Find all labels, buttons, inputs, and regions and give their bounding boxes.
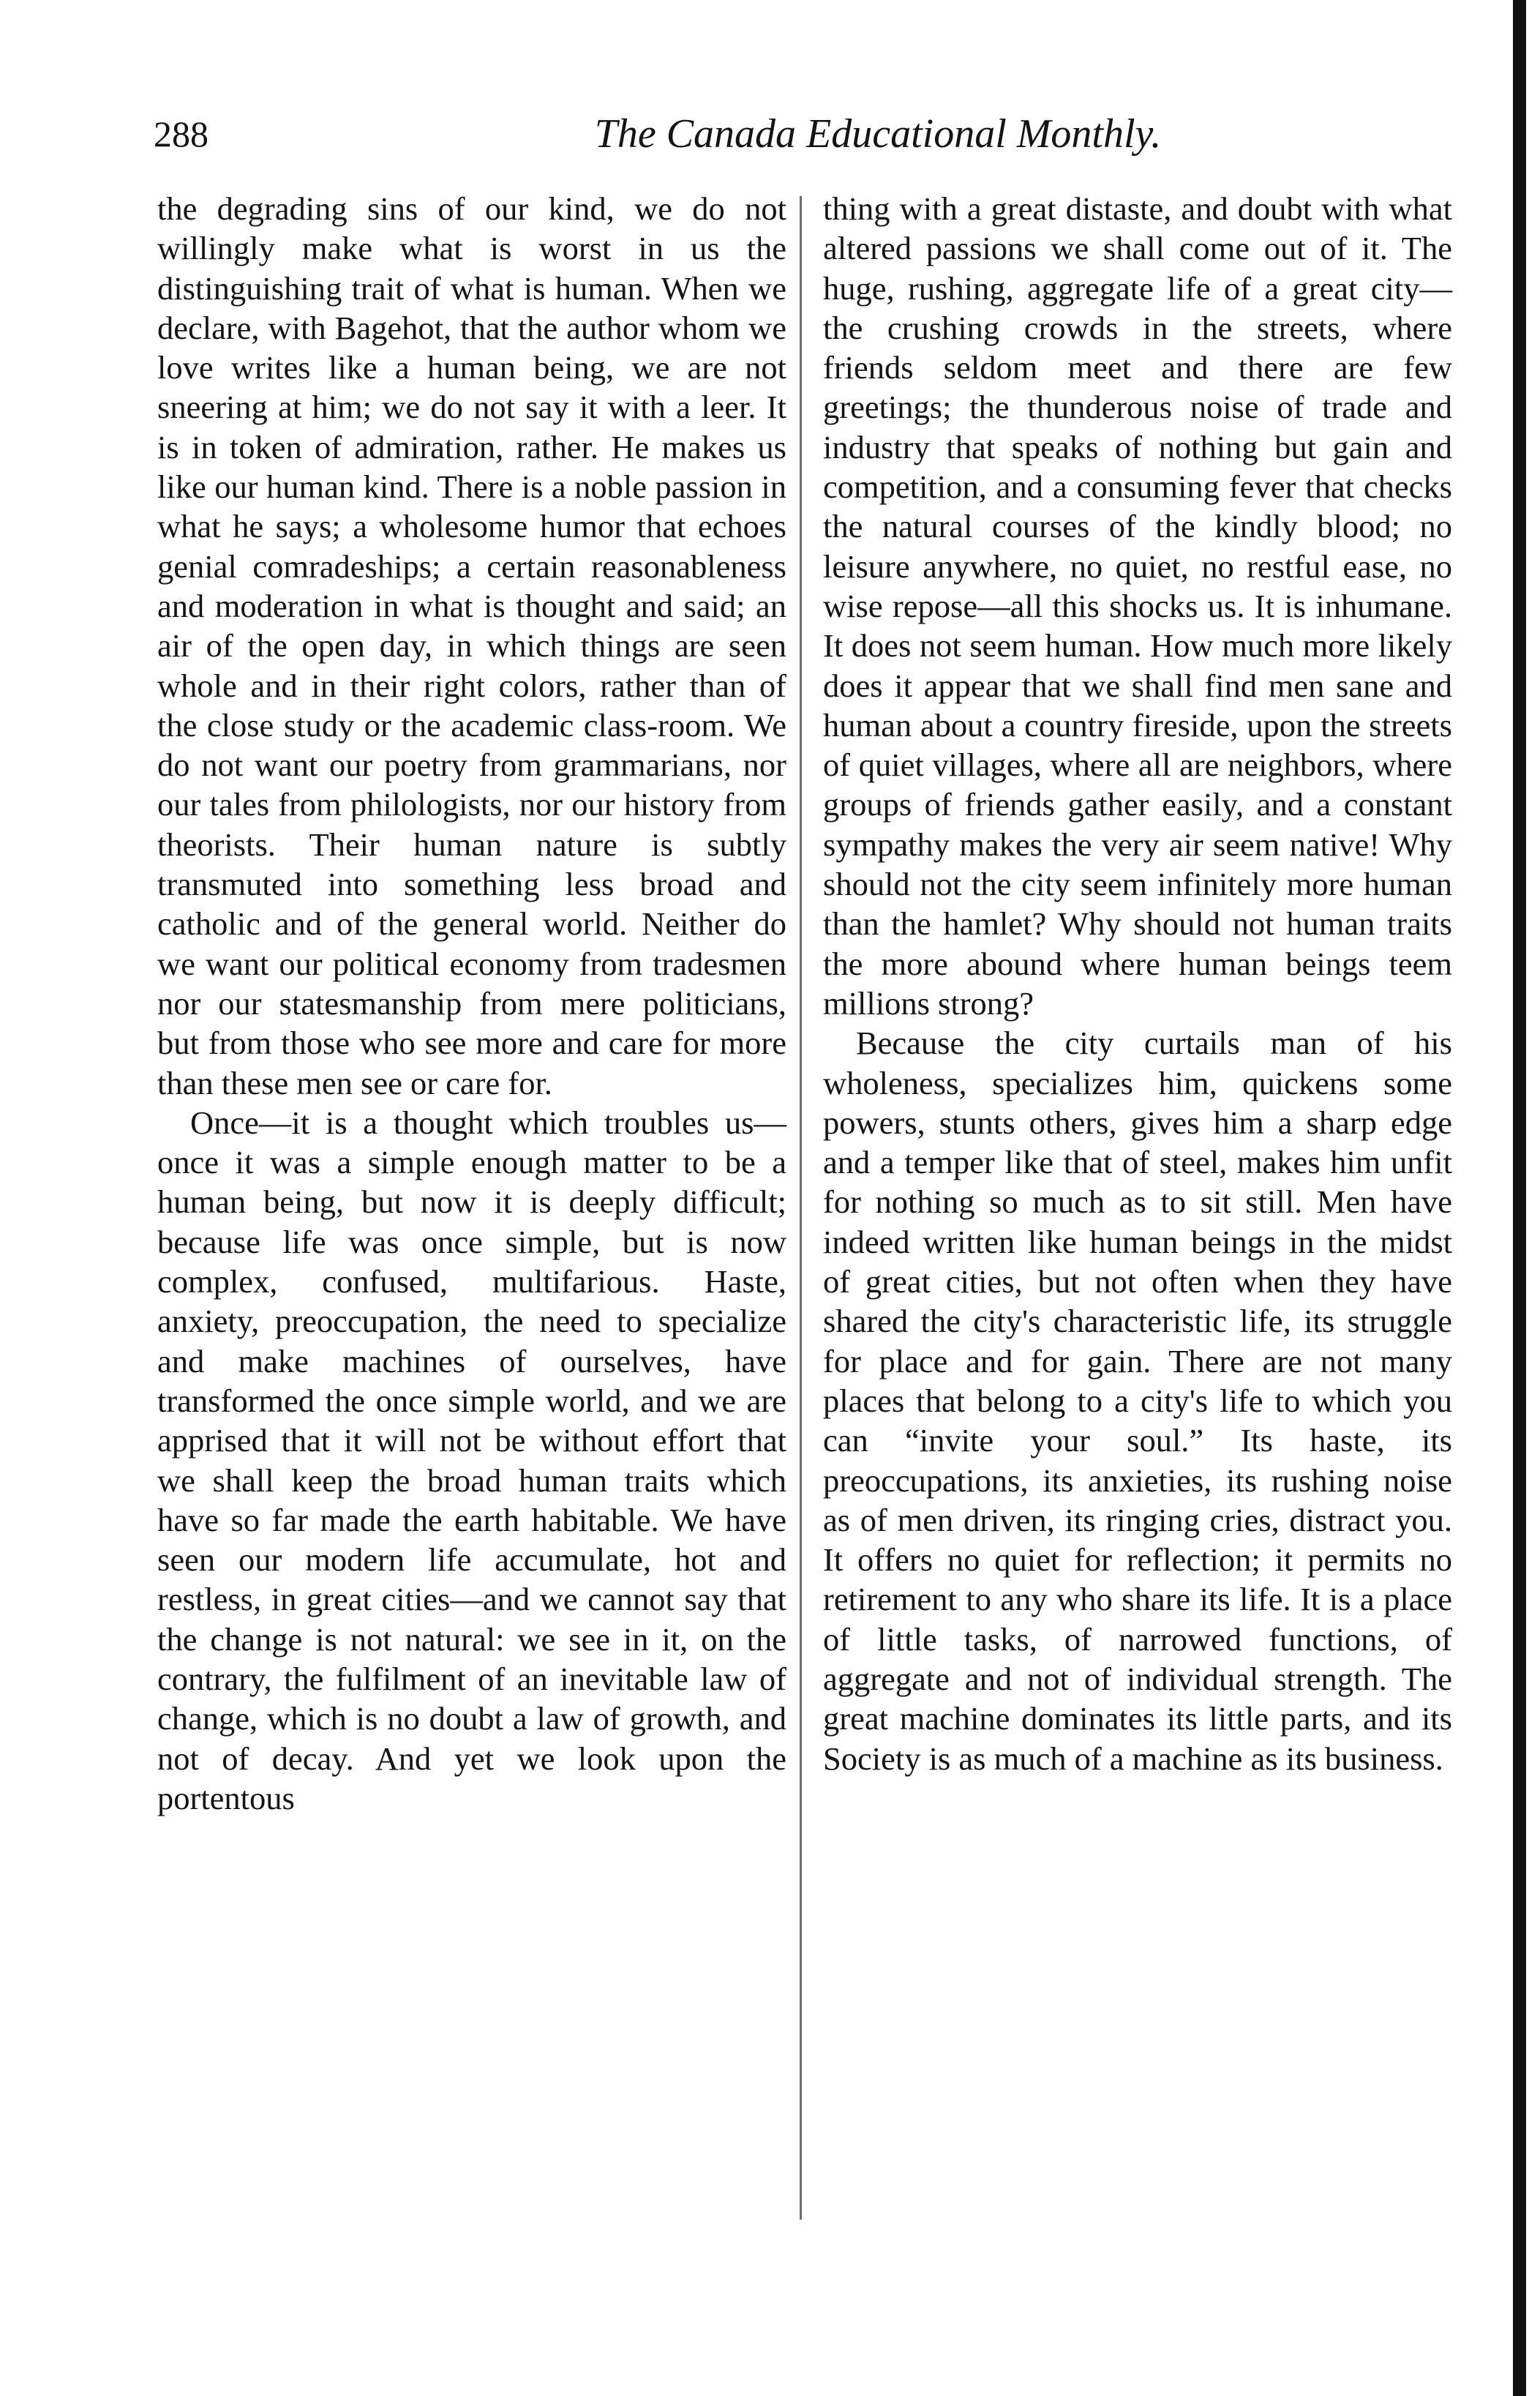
paragraph: the degrading sins of our kind, we do not willingly make what is worst in us the distinguishing trait of what is human. When we declare, with Bagehot, that the author whom we love writes like a human being, we are not sneering at him; we do not say it with a leer. It is in token of admiration, rather. He makes us like our human kind. There is a noble passion in what he says; a wholesome humor that echoes genial comradeships; a certain reasonableness and moderation in what is thought and said; an air of the open day, in which things are seen whole and in their right colors, rather than of the close study or the academic class-room. We do not want our poetry from grammarians, nor our tales from philologists, nor our history from theorists. Their human nature is subtly transmuted into something less broad and catholic and of the general world. Neither do we want our political economy from tradesmen nor our statesmanship from mere politicians, but from those who see more and care for more than these men see or care for. [157,190,786,1101]
right-column [823,189,1452,1778]
paragraph: Once—it is a thought which troubles us—once it was a simple enough matter to be a human being, but now it is deeply difficult; because life was once simple, but is now complex, confused, multifarious. Haste, anxiety, preoccupation, the need to specialize and make machines of ourselves, have transformed the once simple world, and we are apprised that it will not be without effort that we shall keep the broad human traits which have so far made the earth habitable. We have seen our modern life accumulate, hot and restless, in great cities—and we cannot say that the change is not natural: we see in it, on the contrary, the fulfilment of an inevitable law of change, which is no doubt a law of growth, and not of decay. And yet we look upon the portentous [157,1104,786,1816]
column-divider [800,196,802,2220]
left-column [157,189,786,1818]
page-edge-shadow [1513,0,1526,2396]
paragraph: thing with a great distaste, and doubt with what altered passions we shall come out of it. The huge, rushing, aggregate life of a great city—the crushing crowds in the streets, where friends seldom meet and there are few greetings; the thunderous noise of trade and industry that speaks of nothing but gain and competition, and a consuming fever that checks the natural courses of the kindly blood; no leisure anywhere, no quiet, no restful ease, no wise repose—all this shocks us. It is inhumane. It does not seem human. How much more likely does it appear that we shall find men sane and human about a country fireside, upon the streets of quiet villages, where all are neighbors, where groups of friends gather easily, and a constant sympathy makes the very air seem native! Why should not the city seem infinitely more human than the hamlet? Why should not human traits the more abound where human beings teem millions strong? [823,190,1452,1022]
page-number: 288 [154,113,209,154]
paragraph: Because the city curtails man of his wholeness, specializes him, quickens some powers, stunts others, gives him a sharp edge and a temper like that of steel, makes him unfit for nothing so much as to sit still. Men have indeed written like human beings in the midst of great cities, but not often when they have shared the city's characteristic life, its struggle for place and for gain. There are not many places that belong to a city's life to which you can “invite your soul.” Its haste, its preoccupations, its anxieties, its rushing noise as of men driven, its ringing cries, distract you. It offers no quiet for reflection; it permits no retirement to any who share its life. It is a place of little tasks, of narrowed functions, of aggregate and not of individual strength. The great machine dominates its little parts, and its Society is as much of a machine as its business. [823,1025,1452,1777]
journal-title: The Canada Educational Monthly. [594,111,1162,157]
running-head [154,108,1353,167]
